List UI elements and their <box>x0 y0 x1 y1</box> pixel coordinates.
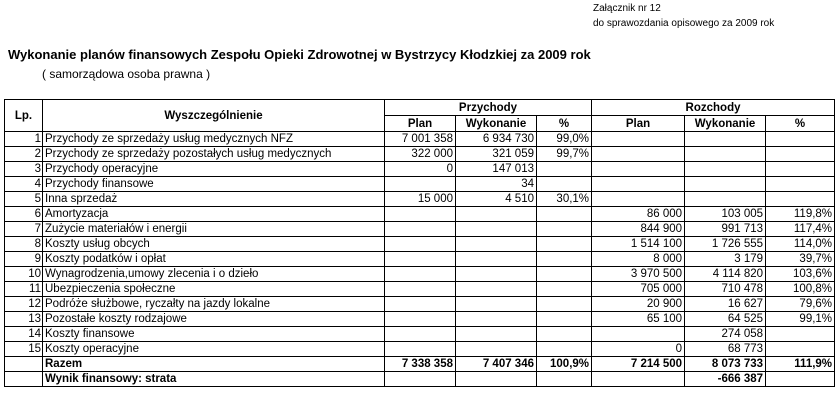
row-lp: 5 <box>5 192 43 207</box>
result-empty <box>537 372 592 387</box>
row-expense-pct: 100,8% <box>766 282 835 297</box>
row-income-pct <box>537 282 592 297</box>
row-income-exec: 34 <box>456 177 537 192</box>
row-income-pct <box>537 207 592 222</box>
table-row <box>5 177 835 192</box>
row-expense-plan <box>592 192 685 207</box>
row-description: Wynagrodzenia,umowy zlecenia i o dzieło <box>43 267 385 282</box>
result-empty <box>592 372 685 387</box>
row-income-plan <box>385 177 456 192</box>
row-income-exec: 4 510 <box>456 192 537 207</box>
row-income-exec: 6 934 730 <box>456 132 537 147</box>
row-lp: 15 <box>5 342 43 357</box>
row-lp: 10 <box>5 267 43 282</box>
row-description: Przychody finansowe <box>43 177 385 192</box>
result-empty <box>766 372 835 387</box>
row-description: Podróże służbowe, ryczałty na jazdy lokalne <box>43 297 385 312</box>
document-subtitle: ( samorządowa osoba prawna ) <box>42 67 211 81</box>
row-expense-exec <box>685 162 766 177</box>
total-label: Razem <box>43 357 385 372</box>
table-row <box>5 222 835 237</box>
row-expense-plan: 844 900 <box>592 222 685 237</box>
row-income-plan <box>385 327 456 342</box>
table-row <box>5 132 835 147</box>
row-expense-plan <box>592 177 685 192</box>
row-expense-exec: 991 713 <box>685 222 766 237</box>
row-expense-plan: 86 000 <box>592 207 685 222</box>
row-description: Koszty operacyjne <box>43 342 385 357</box>
result-empty <box>456 372 537 387</box>
table-row <box>5 162 835 177</box>
table-row <box>5 297 835 312</box>
row-income-exec <box>456 237 537 252</box>
row-expense-plan: 3 970 500 <box>592 267 685 282</box>
row-lp: 4 <box>5 177 43 192</box>
row-expense-exec <box>685 177 766 192</box>
row-lp: 3 <box>5 162 43 177</box>
row-expense-plan: 8 000 <box>592 252 685 267</box>
row-income-exec <box>456 282 537 297</box>
header-expense: Rozchody <box>592 100 835 116</box>
row-income-pct <box>537 267 592 282</box>
total-income-exec: 7 407 346 <box>456 357 537 372</box>
row-description: Amortyzacja <box>43 207 385 222</box>
row-description: Zużycie materiałów i energii <box>43 222 385 237</box>
row-income-plan: 0 <box>385 162 456 177</box>
row-expense-pct <box>766 342 835 357</box>
row-income-pct <box>537 162 592 177</box>
header-income: Przychody <box>385 100 592 116</box>
table-row <box>5 342 835 357</box>
row-expense-plan <box>592 327 685 342</box>
result-label: Wynik finansowy: strata <box>43 372 385 387</box>
row-description: Przychody ze sprzedaży pozostałych usług medycznych <box>43 147 385 162</box>
table-row <box>5 237 835 252</box>
header-income-plan: Plan <box>385 116 456 132</box>
row-description: Pozostałe koszty rodzajowe <box>43 312 385 327</box>
table-row <box>5 327 835 342</box>
row-description: Ubezpieczenia społeczne <box>43 282 385 297</box>
row-description: Inna sprzedaż <box>43 192 385 207</box>
row-income-exec <box>456 297 537 312</box>
row-expense-pct: 114,0% <box>766 237 835 252</box>
total-expense-exec: 8 073 733 <box>685 357 766 372</box>
row-expense-exec <box>685 132 766 147</box>
table-row <box>5 282 835 297</box>
row-income-exec <box>456 222 537 237</box>
header-income-pct: % <box>537 116 592 132</box>
row-expense-exec: 103 005 <box>685 207 766 222</box>
row-income-pct: 99,0% <box>537 132 592 147</box>
row-lp: 12 <box>5 297 43 312</box>
row-expense-plan <box>592 162 685 177</box>
result-empty <box>385 372 456 387</box>
row-income-pct: 30,1% <box>537 192 592 207</box>
row-expense-exec: 3 179 <box>685 252 766 267</box>
row-expense-pct: 39,7% <box>766 252 835 267</box>
row-lp: 11 <box>5 282 43 297</box>
row-income-pct <box>537 252 592 267</box>
row-expense-plan <box>592 147 685 162</box>
annex-number: Załącznik nr 12 <box>593 3 661 14</box>
result-row <box>5 372 835 387</box>
row-income-plan <box>385 342 456 357</box>
row-income-pct <box>537 342 592 357</box>
row-expense-pct <box>766 162 835 177</box>
row-expense-pct <box>766 192 835 207</box>
header-lp: Lp. <box>5 100 43 132</box>
total-expense-plan: 7 214 500 <box>592 357 685 372</box>
row-expense-exec: 68 773 <box>685 342 766 357</box>
table-row <box>5 312 835 327</box>
row-income-exec <box>456 252 537 267</box>
row-expense-pct: 79,6% <box>766 297 835 312</box>
row-description: Koszty usług obcych <box>43 237 385 252</box>
row-expense-pct: 99,1% <box>766 312 835 327</box>
row-income-exec <box>456 327 537 342</box>
table-row <box>5 207 835 222</box>
row-expense-plan: 0 <box>592 342 685 357</box>
row-income-plan <box>385 252 456 267</box>
row-lp: 13 <box>5 312 43 327</box>
total-income-pct: 100,9% <box>537 357 592 372</box>
table-row <box>5 147 835 162</box>
header-expense-exec: Wykonanie <box>685 116 766 132</box>
row-expense-exec: 1 726 555 <box>685 237 766 252</box>
row-expense-plan: 1 514 100 <box>592 237 685 252</box>
row-income-plan: 322 000 <box>385 147 456 162</box>
row-expense-exec <box>685 192 766 207</box>
row-expense-exec: 4 114 820 <box>685 267 766 282</box>
row-income-exec <box>456 207 537 222</box>
row-expense-pct <box>766 132 835 147</box>
row-income-pct <box>537 222 592 237</box>
row-income-exec <box>456 312 537 327</box>
row-income-plan <box>385 312 456 327</box>
row-description: Koszty podatków i opłat <box>43 252 385 267</box>
row-expense-plan <box>592 132 685 147</box>
row-lp: 9 <box>5 252 43 267</box>
row-income-plan <box>385 207 456 222</box>
row-expense-exec: 274 058 <box>685 327 766 342</box>
row-income-pct <box>537 327 592 342</box>
row-expense-exec <box>685 147 766 162</box>
row-income-exec <box>456 342 537 357</box>
row-description: Przychody ze sprzedaży usług medycznych NFZ <box>43 132 385 147</box>
row-income-plan <box>385 222 456 237</box>
row-income-plan <box>385 267 456 282</box>
total-expense-pct: 111,9% <box>766 357 835 372</box>
row-lp: 8 <box>5 237 43 252</box>
total-income-plan: 7 338 358 <box>385 357 456 372</box>
row-income-pct <box>537 177 592 192</box>
table-row <box>5 252 835 267</box>
row-expense-plan: 20 900 <box>592 297 685 312</box>
row-income-pct <box>537 312 592 327</box>
row-expense-plan: 705 000 <box>592 282 685 297</box>
row-expense-exec: 710 478 <box>685 282 766 297</box>
row-income-pct: 99,7% <box>537 147 592 162</box>
row-expense-plan: 65 100 <box>592 312 685 327</box>
row-lp: 7 <box>5 222 43 237</box>
annex-reference: do sprawozdania opisowego za 2009 rok <box>593 18 775 29</box>
table-row <box>5 192 835 207</box>
header-expense-pct: % <box>766 116 835 132</box>
row-expense-pct <box>766 327 835 342</box>
total-lp <box>5 357 43 372</box>
header-description: Wyszczególnienie <box>43 100 385 132</box>
row-income-plan <box>385 297 456 312</box>
row-income-plan: 7 001 358 <box>385 132 456 147</box>
row-income-exec <box>456 267 537 282</box>
result-lp <box>5 372 43 387</box>
row-expense-exec: 16 627 <box>685 297 766 312</box>
row-expense-pct: 119,8% <box>766 207 835 222</box>
financial-plan-table <box>4 99 835 387</box>
total-row <box>5 357 835 372</box>
row-lp: 2 <box>5 147 43 162</box>
row-expense-pct: 117,4% <box>766 222 835 237</box>
header-expense-plan: Plan <box>592 116 685 132</box>
row-lp: 6 <box>5 207 43 222</box>
row-expense-pct <box>766 147 835 162</box>
row-expense-pct: 103,6% <box>766 267 835 282</box>
row-lp: 14 <box>5 327 43 342</box>
row-description: Koszty finansowe <box>43 327 385 342</box>
row-income-pct <box>537 237 592 252</box>
row-expense-pct <box>766 177 835 192</box>
row-lp: 1 <box>5 132 43 147</box>
row-income-plan <box>385 237 456 252</box>
document-title: Wykonanie planów finansowych Zespołu Opieki Zdrowotnej w Bystrzycy Kłodzkiej za 2009 rok <box>8 47 591 62</box>
row-income-plan <box>385 282 456 297</box>
row-income-exec: 321 059 <box>456 147 537 162</box>
row-income-exec: 147 013 <box>456 162 537 177</box>
result-value: -666 387 <box>685 372 766 387</box>
header-income-exec: Wykonanie <box>456 116 537 132</box>
table-row <box>5 267 835 282</box>
row-description: Przychody operacyjne <box>43 162 385 177</box>
row-income-plan: 15 000 <box>385 192 456 207</box>
row-expense-exec: 64 525 <box>685 312 766 327</box>
row-income-pct <box>537 297 592 312</box>
